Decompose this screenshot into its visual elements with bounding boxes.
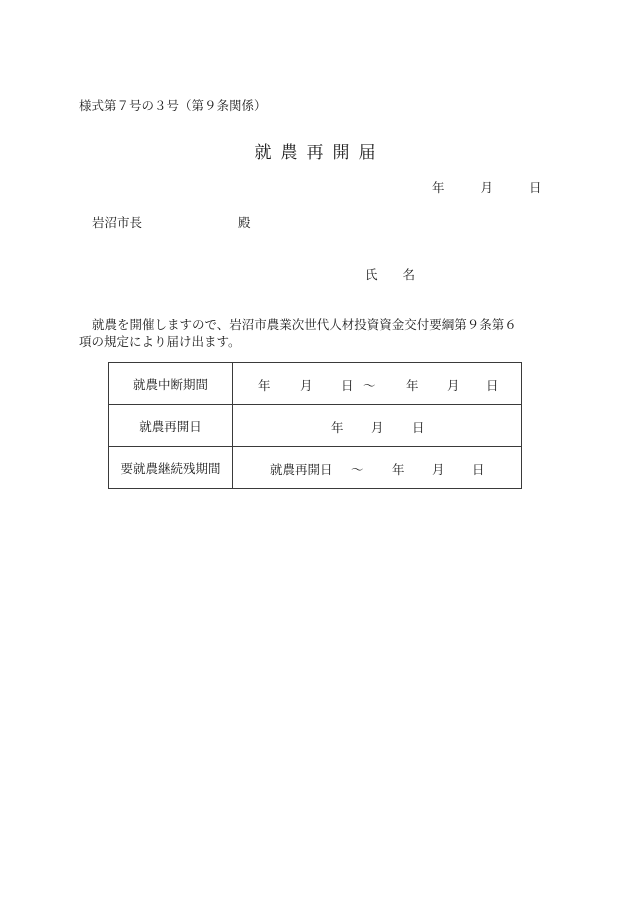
resumption-info-table — [108, 362, 522, 489]
form-number: 様式第７号の３号（第９条関係） — [79, 98, 267, 113]
submission-date — [432, 178, 541, 196]
suspension-range-separator: 〜 — [363, 378, 376, 393]
row-label-resumption-date: 就農再開日 — [109, 405, 233, 447]
table-row-resumption-date — [109, 405, 522, 447]
row-label-remaining-period: 要就農継続残期間 — [109, 447, 233, 489]
remaining-range-separator: 〜 — [351, 462, 364, 477]
resumption-month: 月 — [371, 420, 384, 435]
resumption-day: 日 — [412, 420, 425, 435]
body-line-1: 就農を開催しますので、岩沼市農業次世代人材投資資金交付要綱第９条第６ — [92, 317, 517, 332]
addressee-honorific: 殿 — [238, 215, 251, 230]
remaining-end-day: 日 — [472, 462, 485, 477]
date-year-label: 年 — [432, 180, 445, 195]
suspension-start-year: 年 — [258, 378, 271, 393]
suspension-start-month: 月 — [300, 378, 313, 393]
document-title: 就農再開届 — [254, 143, 385, 163]
remaining-end-year: 年 — [392, 462, 405, 477]
suspension-start-day: 日 — [341, 378, 354, 393]
remaining-start-text: 就農再開日 — [270, 462, 333, 477]
table-row-remaining-period — [109, 447, 522, 489]
date-day-label: 日 — [528, 180, 542, 195]
resumption-year: 年 — [331, 420, 344, 435]
resumption-date-value[interactable] — [233, 405, 522, 447]
suspension-end-day: 日 — [486, 378, 499, 393]
suspension-period-value[interactable] — [233, 363, 522, 405]
suspension-end-year: 年 — [406, 378, 419, 393]
row-label-suspension-period: 就農中断期間 — [109, 363, 233, 405]
table-row-suspension-period — [109, 363, 522, 405]
body-text — [79, 316, 549, 350]
body-line-2: 項の規定により届け出ます。 — [79, 334, 241, 349]
remaining-period-value[interactable] — [233, 447, 522, 489]
remaining-end-month: 月 — [432, 462, 445, 477]
applicant-name-label: 氏 名 — [365, 267, 416, 282]
date-month-label: 月 — [480, 180, 493, 195]
suspension-end-month: 月 — [447, 378, 460, 393]
addressee-name: 岩沼市長 — [92, 215, 143, 230]
